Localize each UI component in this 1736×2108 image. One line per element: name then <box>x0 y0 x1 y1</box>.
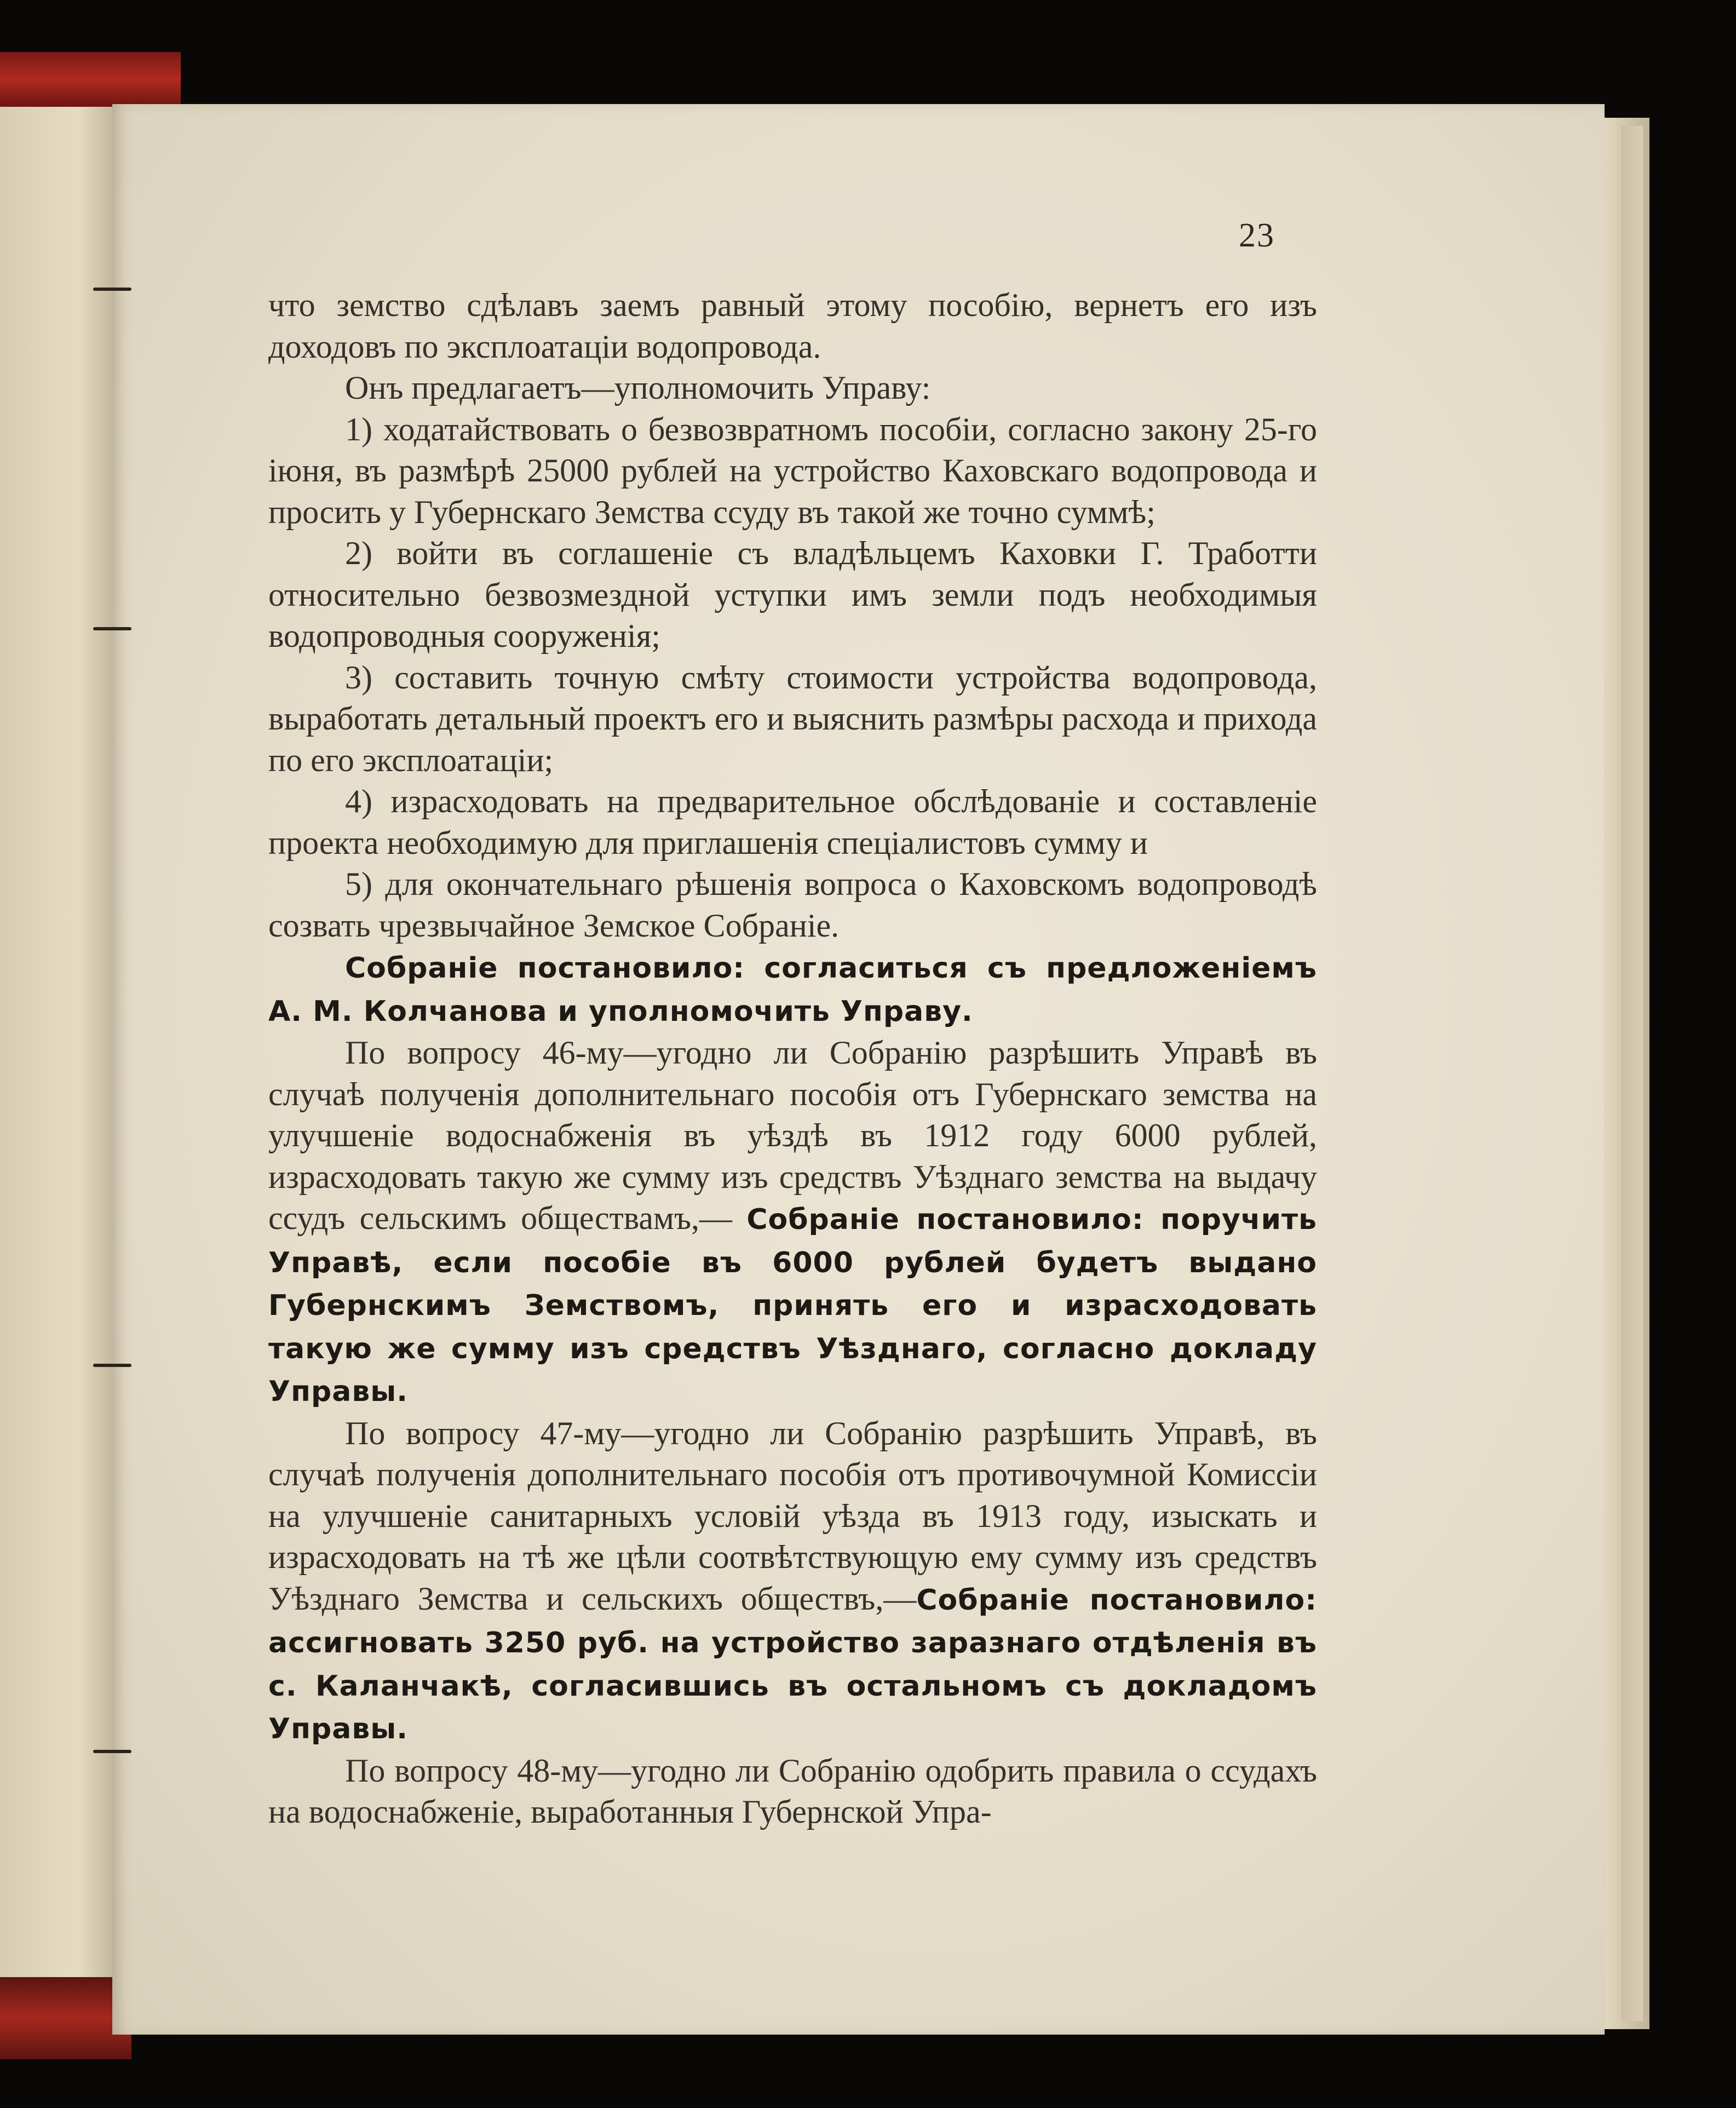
question-47-paragraph <box>268 1413 1317 1750</box>
binding-stitch <box>93 1750 131 1753</box>
page-stack-edge-inner <box>1621 126 1643 2021</box>
question-48-paragraph: По вопросу 48-му—угодно ли Собранію одобрить правила о ссудахъ на водоснабженіе, выработанныя Губернской Упра- <box>268 1752 1317 1830</box>
resolution-text: Собраніе постановило: согласиться съ предложеніемъ А. М. Колчанова и уполномочить Управу. <box>268 952 1317 1028</box>
question-47-text: По вопросу 47-му—угодно ли Собранію разрѣшить Управѣ, въ случаѣ полученія дополнительнаго пособія отъ противочумной Комиссіи на улучшеніе санитарныхъ условій уѣзда въ 1913 году, изыскать и израсходовать на тѣ же цѣли соотвѣтствующую ему сумму изъ средствъ Уѣзднаго Земства и сельскихъ обществъ,— <box>268 1415 1317 1617</box>
binding-stitch <box>93 627 131 630</box>
list-item-3: 3) составить точную смѣту стоимости устройства водопровода, выработать детальный проектъ его и выяснить размѣры расхода и прихода по его эксплоатаціи; <box>268 659 1317 778</box>
question-46-text: По вопросу 46-му—угодно ли Собранію разрѣшить Управѣ въ случаѣ полученія дополнительнаго пособія отъ Губернскаго земства на улучшеніе водоснабженія въ уѣздѣ въ 1912 году 6000 рублей, израсходовать такую же сумму изъ средствъ Уѣзднаго земства на выдачу ссудъ сельскимъ обществамъ,— <box>268 1035 1317 1236</box>
question-46-paragraph <box>268 1032 1317 1413</box>
question-46-resolution: Собраніе постановило: поручить Управѣ, если пособіе въ 6000 рублей будетъ выдано Губернскимъ Земствомъ, принять его и израсходовать такую же сумму изъ средствъ Уѣзднаго, согласно докладу Управы. <box>268 1203 1318 1408</box>
list-item-2: 2) войти въ соглашеніе съ владѣльцемъ Каховки Г. Тработти относительно безвозмездной уступки имъ земли подъ необходимыя водопроводныя сооруженія; <box>268 535 1317 654</box>
binding-stitch <box>93 288 131 291</box>
list-item-1: 1) ходатайствовать о безвозвратномъ пособіи, согласно закону 25-го іюня, въ размѣрѣ 25000 рублей на устройство Каховскаго водопровода и просить у Губернскаго Земства ссуду въ такой же точно суммѣ; <box>268 411 1317 530</box>
facing-page-edge <box>0 60 114 2021</box>
list-item-5: 5) для окончательнаго рѣшенія вопроса о Каховскомъ водопроводѣ созвать чрезвычайное Земское Собраніе. <box>268 866 1317 944</box>
page-text <box>268 285 1317 1833</box>
question-47-resolution: Собраніе постановило: ассигновать 3250 руб. на устройство заразнаго отдѣленія въ с. Каланчакѣ, согласившись въ остальномъ съ докладомъ Управы. <box>268 1583 1318 1745</box>
resolution-paragraph <box>268 946 1317 1032</box>
page-number: 23 <box>1239 217 1275 254</box>
binding-stitch <box>93 1364 131 1367</box>
book-binding-bottom <box>0 1977 131 2059</box>
list-item-4: 4) израсходовать на предварительное обслѣдованіе и составленіе проекта необходимую для приглашенія спеціалистовъ сумму и <box>268 783 1317 861</box>
book-binding-top <box>0 52 181 107</box>
paragraph-continuation: что земство сдѣлавъ заемъ равный этому пособію, вернетъ его изъ доходовъ по эксплоатаціи водопровода. <box>268 287 1317 365</box>
paragraph-proposal: Онъ предлагаетъ—уполномочить Управу: <box>345 370 931 406</box>
